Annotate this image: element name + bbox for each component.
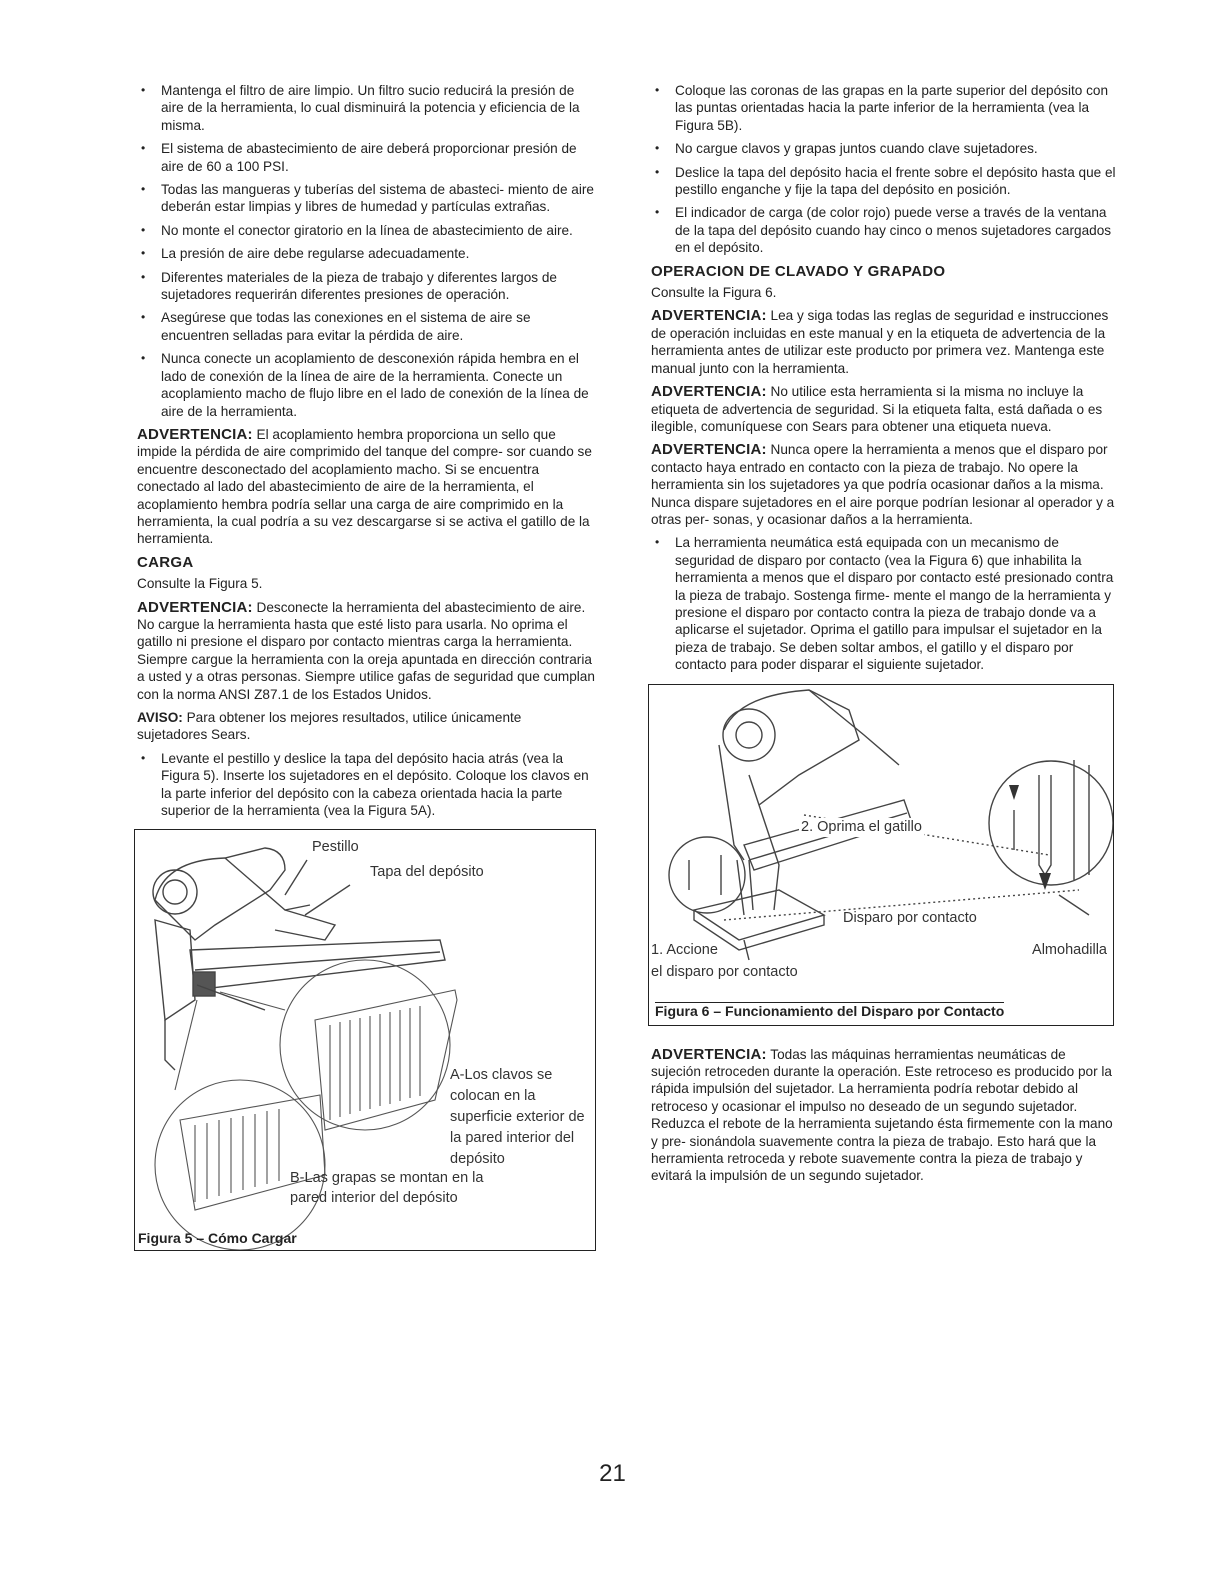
list-item: • Deslice la tapa del depósito hacia el frente sobre el depósito hasta que el pestillo enganche y fije la tapa del depósito en posición. — [651, 164, 1119, 199]
notice-label: AVISO: — [137, 710, 183, 725]
list-item: • Mantenga el filtro de aire limpio. Un filtro sucio reducirá la presión de aire de la herramienta, lo cual disminuirá la potencia y eficiencia de la misma. — [137, 82, 595, 134]
page-number: 21 — [599, 1460, 626, 1487]
warning-label: ADVERTENCIA: — [651, 441, 767, 459]
warning-label: ADVERTENCIA: — [137, 425, 253, 443]
warning-paragraph — [137, 426, 595, 548]
label-disparo-contacto: Disparo por contacto — [843, 909, 977, 926]
figure-reference: Consulte la Figura 6. — [651, 285, 777, 301]
list-item: • Nunca conecte un acoplamiento de desconexión rápida hembra en el lado de conexión de la línea de aire de la herramienta. Conecte un acoplamiento macho de flujo libre en el lado de conexión de la línea de aire de la herramienta. — [137, 350, 595, 420]
right-column — [651, 82, 1119, 1191]
list-item: • Coloque las coronas de las grapas en la parte superior del depósito con las puntas orientadas hacia la parte inferior de la herramienta (vea la Figura 5B). — [651, 82, 1119, 134]
label-a-clavos: A-Los clavos se colocan en la superficie exterior de la pared interior del depósito — [450, 1067, 585, 1168]
list-item: • Diferentes materiales de la pieza de trabajo y diferentes largos de sujetadores requerirán diferentes presiones de operación. — [137, 269, 595, 304]
left-column — [137, 82, 595, 1251]
warning-paragraph — [651, 307, 1119, 377]
figure-reference: Consulte la Figura 5. — [137, 576, 263, 592]
warning-label: ADVERTENCIA: — [651, 307, 767, 325]
list-item: • No cargue clavos y grapas juntos cuando clave sujetadores. — [651, 140, 1119, 157]
warning-text: Todas las máquinas herramientas neumáticas de sujeción retroceden durante la operación. Este retroceso es producido por la rápida impulsión del sujetador. La herramienta podría rebotar debido al retroceso y ocasionar el impulso no deseado de un segundo sujetador. Reduzca el rebote de la herramienta sujetando ésta firmemente con la mano y pre- sionándola suavemente contra la pieza de trabajo. Esto hará que la herramienta retroceda y rebote suavemente contra la pieza de trabajo y evitará la impulsión de un segundo sujetador. — [651, 1046, 1113, 1184]
figure-5 — [134, 829, 596, 1251]
warning-text: Desconecte la herramienta del abastecimiento de aire. No cargue la herramienta hasta que esté listo para usarla. No oprima el gatillo ni presione el disparo por contacto mientras carga la herramienta. Siempre cargue la herramienta con la oreja apuntada en dirección contraria a usted y a otras personas. Siempre utilice gafas de seguridad que cumplan con la norma ANSI Z87.1 de los Estados Unidos. — [137, 599, 595, 702]
notice-paragraph — [137, 709, 595, 744]
bullet-list-top-left — [137, 82, 595, 420]
warning-text: Lea y siga todas las reglas de seguridad e instrucciones de operación incluidas en este manual y en la etiqueta de advertencia de la herramienta antes de utilizar este producto por primera vez. Mantenga este manual junto con la herramienta. — [651, 308, 1109, 376]
bullet-list-mid-right — [651, 534, 1119, 673]
label-b-grapas: B-Las grapas se montan en la pared interior del depósito — [290, 1170, 484, 1207]
bullet-list-top-right — [651, 82, 1119, 257]
warning-label: ADVERTENCIA: — [137, 598, 253, 616]
warning-text: Nunca opere la herramienta a menos que el disparo por contacto haya entrado en contacto con la pieza de trabajo. No opere la herramienta sin los sujetadores ya que podría ocasionar daños a la misma. Nunca dispare sujetadores en el aire porque podrían lesionar al operador y a otras per- sonas, y ocasionar daños a la herramienta. — [651, 442, 1115, 527]
list-item: • No monte el conector giratorio en la línea de abastecimiento de aire. — [137, 222, 595, 239]
warning-text: El acoplamiento hembra proporciona un sello que impide la pérdida de aire comprimido del tanque del compre- sor cuando se encuentre desconectado del acoplamiento macho. Si se encuentra conectado al lado del abastecimiento de aire de la herramienta, el acoplamiento hembra podría sellar una carga de aire comprimido en la herramienta, la cual podría a su vez descargarse si se activa el gatillo de la herramienta. — [137, 426, 592, 547]
figure-5-caption: Figura 5 – Cómo Cargar — [138, 1230, 297, 1247]
notice-text: Para obtener los mejores resultados, utilice únicamente sujetadores Sears. — [137, 710, 522, 743]
label-accione-disparo: el disparo por contacto — [651, 963, 798, 980]
bullet-list-bottom-left — [137, 750, 595, 820]
warning-paragraph — [651, 383, 1119, 435]
warning-text: No utilice esta herramienta si la misma no incluye la etiqueta de advertencia de seguridad. Si la etiqueta falta, está dañada o es ilegible, comuníquese con Sears para obtener una etiqueta nueva. — [651, 384, 1103, 434]
label-oprima-gatillo: 2. Oprima el gatillo — [801, 818, 922, 835]
figure-6-caption: Figura 6 – Funcionamiento del Disparo por Contacto — [655, 1003, 1005, 1020]
label-tapa-deposito: Tapa del depósito — [370, 864, 484, 881]
warning-label: ADVERTENCIA: — [651, 383, 767, 401]
figure-6 — [648, 684, 1114, 1026]
label-accione: 1. Accione — [651, 941, 718, 958]
list-item: • El sistema de abastecimiento de aire deberá proporcionar presión de aire de 60 a 100 PSI. — [137, 140, 595, 175]
list-item: • El indicador de carga (de color rojo) puede verse a través de la ventana de la tapa del depósito cuando hay cinco o menos sujetadores cargados en el depósito. — [651, 204, 1119, 256]
warning-paragraph — [651, 441, 1119, 528]
section-heading-carga: CARGA — [137, 553, 194, 571]
warning-paragraph — [137, 599, 595, 703]
section-heading-operacion: OPERACION DE CLAVADO Y GRAPADO — [651, 262, 946, 280]
label-pestillo: Pestillo — [312, 839, 359, 856]
label-almohadilla: Almohadilla — [1032, 941, 1107, 958]
list-item: • Levante el pestillo y deslice la tapa del depósito hacia atrás (vea la Figura 5). Inserte los sujetadores en el depósito. Coloque los clavos en la parte inferior del depósito con la cabeza orientada hacia la parte superior de la herramienta (vea la Figura 5A). — [137, 750, 595, 820]
list-item: • La herramienta neumática está equipada con un mecanismo de seguridad de disparo por contacto (vea la Figura 6) que inhabilita la herramienta a menos que el disparo por contacto esté presionado contra la pieza de trabajo. Sostenga firme- mente el mango de la herramienta y presione el disparo por contacto contra la pieza de trabajo donde va a aplicarse el sujetador. Oprima el gatillo para impulsar el sujetador en la pieza de trabajo. Se deben soltar ambos, el gatillo y el disparo por contacto para poder disparar el siguiente sujetador. — [651, 534, 1119, 673]
warning-label: ADVERTENCIA: — [651, 1045, 767, 1063]
warning-paragraph — [651, 1046, 1119, 1185]
list-item: • La presión de aire debe regularse adecuadamente. — [137, 245, 595, 262]
list-item: • Asegúrese que todas las conexiones en el sistema de aire se encuentren selladas para evitar la pérdida de aire. — [137, 309, 595, 344]
list-item: • Todas las mangueras y tuberías del sistema de abasteci- miento de aire deberán estar limpias y libres de humedad y partículas extrañas. — [137, 181, 595, 216]
